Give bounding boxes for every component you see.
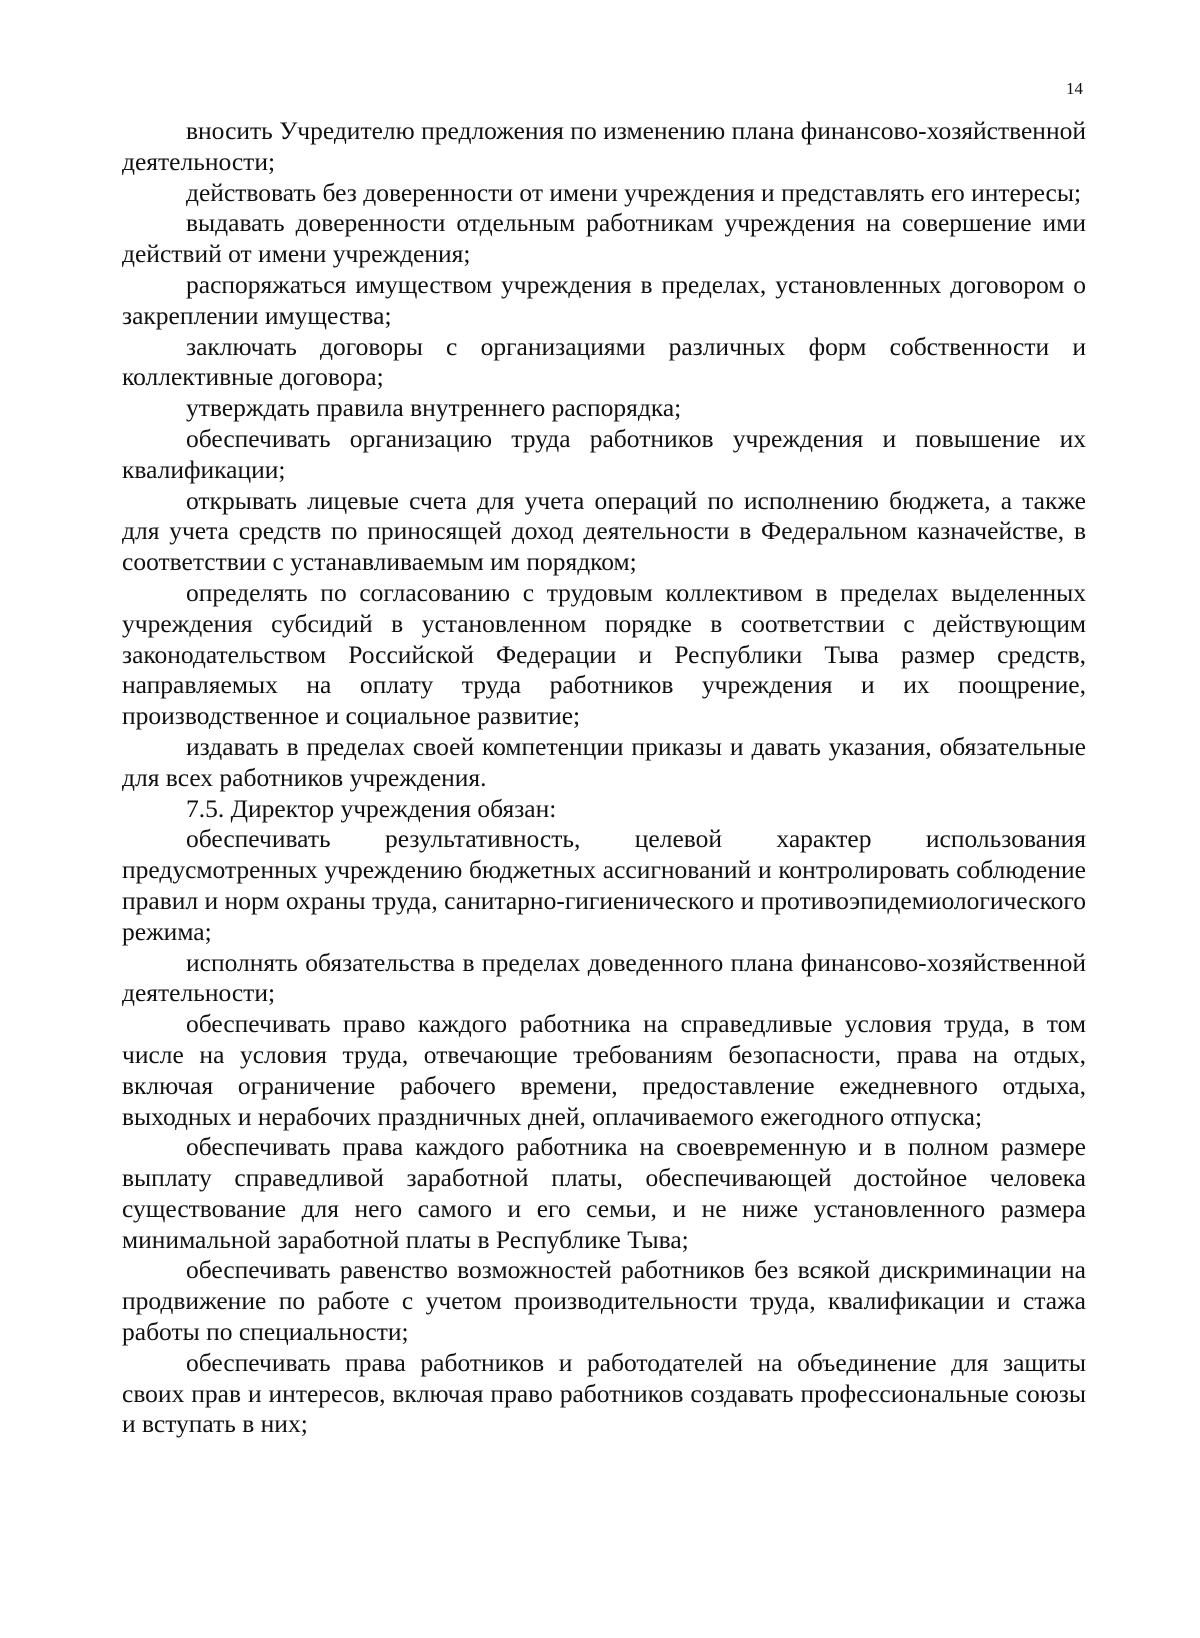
paragraph-fulfill-obligations: исполнять обязательства в пределах доведенного плана финансово-хозяйственной деятельности; <box>122 947 1086 1008</box>
paragraph-approve-internal-rules: утверждать правила внутреннего распорядка; <box>186 393 682 423</box>
paragraph-act-without-power-of-attorney: действовать без доверенности от имени учреждения и представлять его интересы; <box>186 177 1082 207</box>
paragraph-determine-labor-funds: определять по согласованию с трудовым коллективом в пределах выделенных учреждения субсидий в установленном порядке в соответствии с действующим законодательством Российской Федерации и Республики Тыва размер средств, направляемых на оплату труда работников учреждения и их поощрение, производственное и социальное развитие; <box>122 577 1086 731</box>
paragraph-conclude-contracts: заключать договоры с организациями различных форм собственности и коллективные договора; <box>122 331 1086 392</box>
paragraph-ensure-effectiveness: обеспечивать результативность, целевой характер использования предусмотренных учреждению бюджетных ассигнований и контролировать соблюдение правил и норм охраны труда, санитарно-гигиенического и противоэпидемиологического режима; <box>122 824 1086 946</box>
paragraph-issue-powers-of-attorney: выдавать доверенности отдельным работникам учреждения на совершение ими действий от имени учреждения; <box>122 208 1086 269</box>
paragraph-fair-working-conditions: обеспечивать право каждого работника на справедливые условия труда, в том числе на условия труда, отвечающие требованиям безопасности, права на отдых, включая ограничение рабочего времени, предоставление ежедневного отдыха, выходных и нерабочих праздничных дней, оплачиваемого ежегодного отпуска; <box>122 1009 1086 1131</box>
paragraph-propose-plan-changes: вносить Учредителю предложения по изменению плана финансово-хозяйственной деятельности; <box>122 116 1086 176</box>
paragraph-organize-labor: обеспечивать организацию труда работников учреждения и повышение их квалификации; <box>122 423 1086 484</box>
section-heading-director-obligations: 7.5. Директор учреждения обязан: <box>186 793 557 823</box>
paragraph-open-personal-accounts: открывать лицевые счета для учета операций по исполнению бюджета, а также для учета средств по приносящей доход деятельности в Федеральном казначействе, в соответствии с устанавливаемым им порядком; <box>122 485 1086 577</box>
paragraph-fair-wages: обеспечивать права каждого работника на своевременную и в полном размере выплату справедливой заработной платы, обеспечивающей достойное человека существование для него самого и его семьи, и не ниже установленного размера минимальной заработной платы в Республике Тыва; <box>122 1132 1086 1254</box>
paragraph-right-to-associate: обеспечивать права работников и работодателей на объединение для защиты своих прав и интересов, включая право работников создавать профессиональные союзы и вступать в них; <box>122 1347 1086 1439</box>
page-number: 14 <box>1066 79 1083 98</box>
paragraph-dispose-property: распоряжаться имуществом учреждения в пределах, установленных договором о закреплении имущества; <box>122 269 1086 330</box>
paragraph-equal-opportunities: обеспечивать равенство возможностей работников без всякой дискриминации на продвижение по работе с учетом производительности труда, квалификации и стажа работы по специальности; <box>122 1255 1086 1347</box>
paragraph-issue-orders: издавать в пределах своей компетенции приказы и давать указания, обязательные для всех работников учреждения. <box>122 731 1086 792</box>
document-body <box>122 116 1086 1440</box>
